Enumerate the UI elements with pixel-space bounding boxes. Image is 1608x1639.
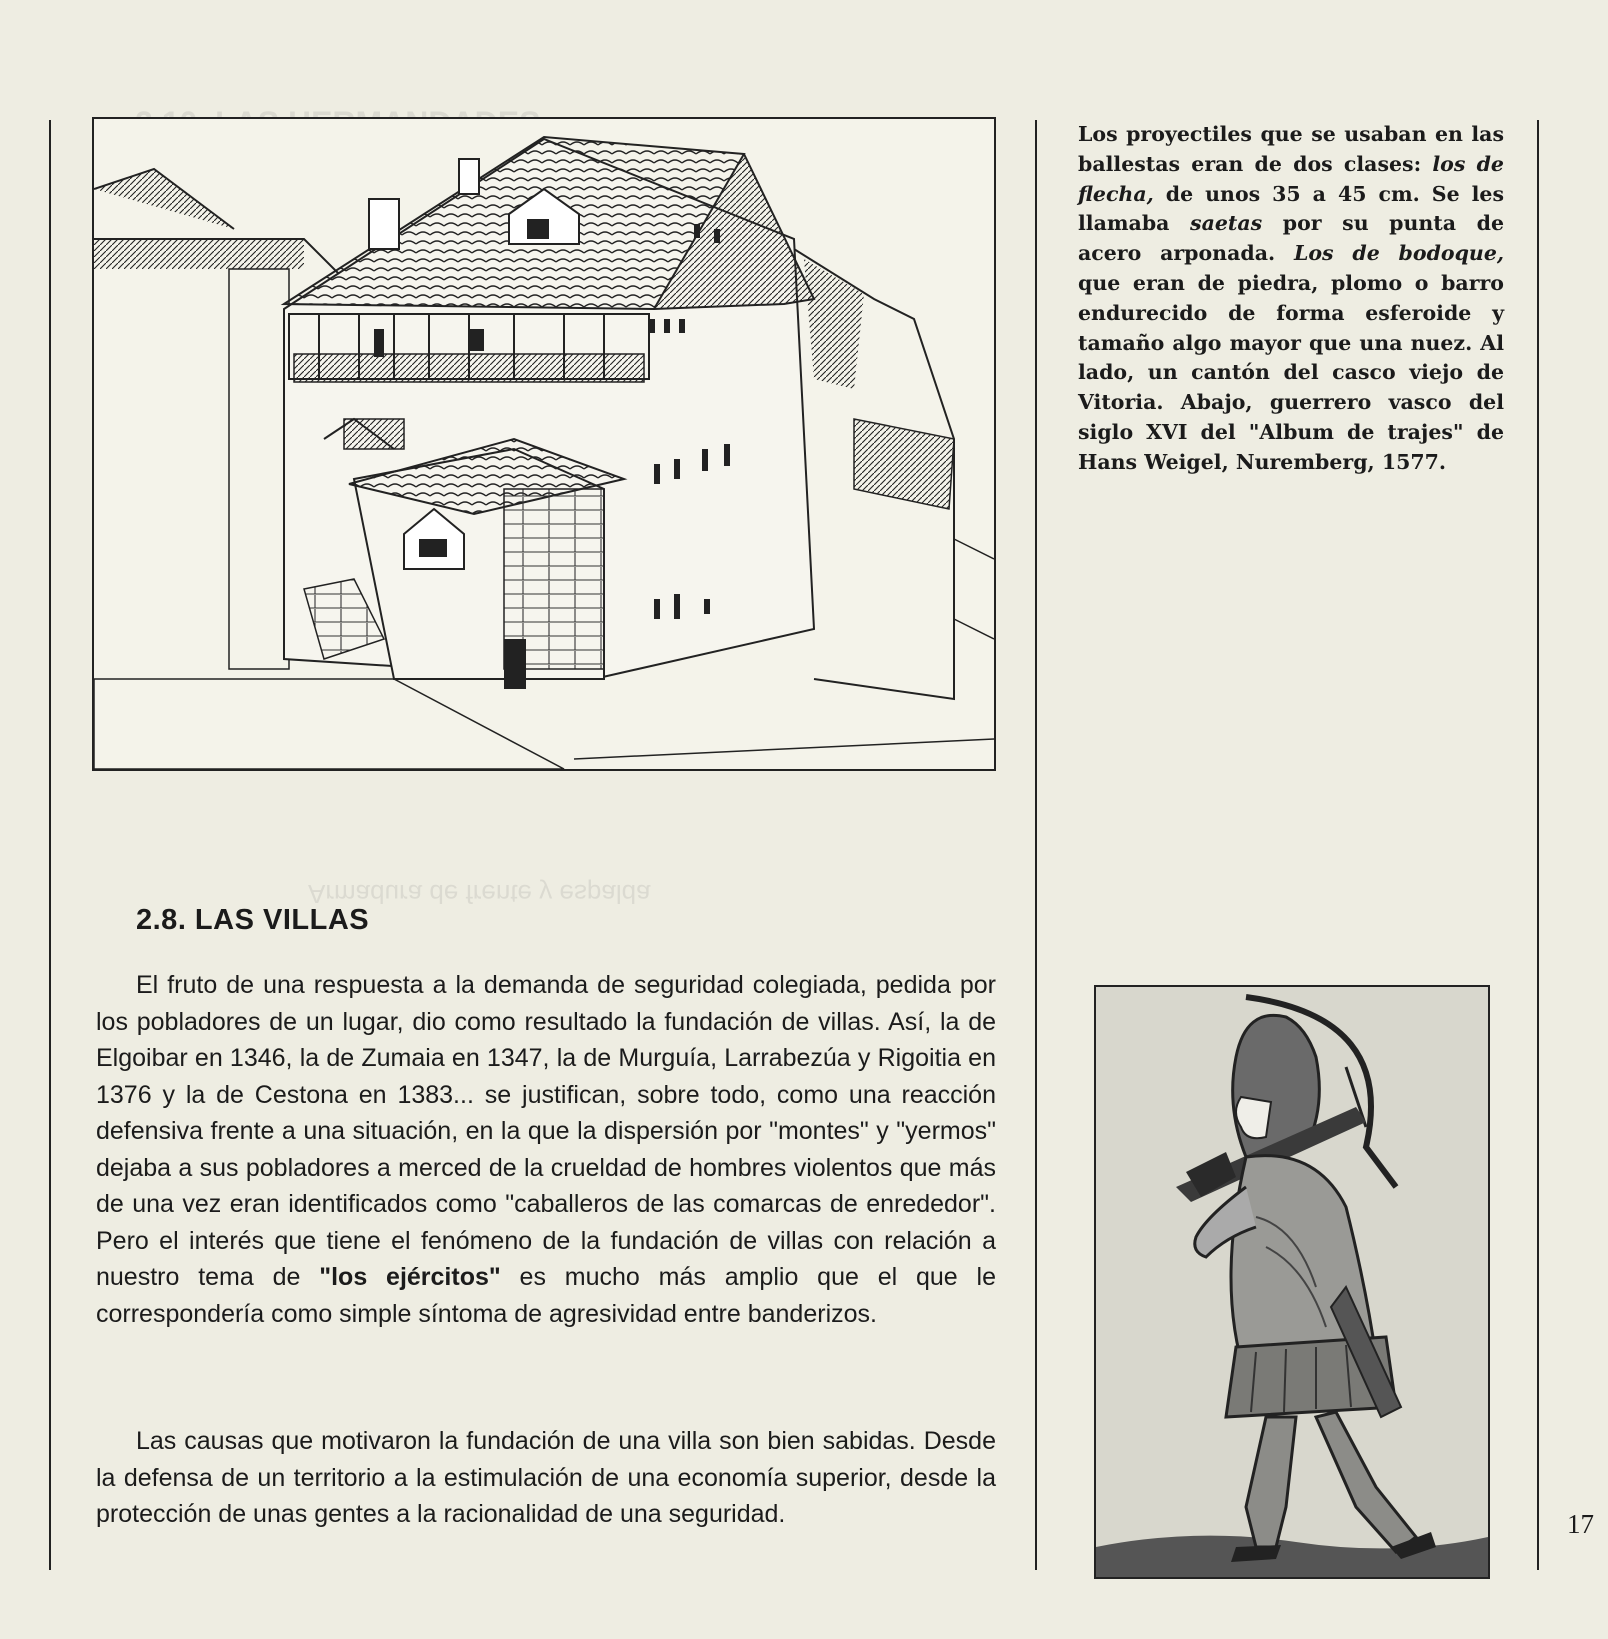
paragraph-1-emphasis: "los ejércitos"	[319, 1263, 501, 1291]
vitoria-street-illustration	[92, 117, 996, 771]
paragraph-1	[96, 967, 996, 1332]
column-divider-rule	[1035, 120, 1037, 1570]
left-margin-rule	[49, 120, 51, 1570]
paragraph-2-text: Las causas que motivaron la fundación de una villa son bien sabidas. Desde la defensa de un territorio a la estimulación de una economía superior, desde la protección de unas gentes a la racionalidad de una seguridad.	[96, 1427, 996, 1528]
paragraph-2	[96, 1423, 996, 1533]
basque-warrior-woodcut	[1094, 985, 1490, 1579]
paragraph-1-text-b: es mucho más amplio que el que le correspondería como simple síntoma de agresividad entre banderizos.	[96, 1263, 996, 1328]
bleed-through-armor-caption: Armadura de frente y espalda	[308, 879, 651, 909]
paragraph-1-text-a: El fruto de una respuesta a la demanda de seguridad colegiada, pedida por los pobladores de un lugar, dio como resultado la fundación de villas. Así, la de Elgoibar en 1346, la de Zumaia en 1347, la de Murguía, Larrabezúa y Rigoitia en 1376 y la de Cestona en 1383... se justifican, sobre todo, como una reacción defensiva frente a una situación, en la que la dispersión por "montes" y "yermos" dejaba a sus pobladores a merced de la crueldad de hombres violentos que más de una vez eran identificados como "caballeros de las comarcas de enrededor". Pero el interés que tiene el fenómeno de la fundación de villas con relación a nuestro tema de	[96, 971, 996, 1291]
image-caption: Los proyectiles que se usaban en las ballestas eran de dos clases: los de flecha, de unos 35 a 45 cm. Se les llamaba saetas por su punta de acero arponada. Los de bodoque, que eran de piedra, plomo o barro endurecido de forma esferoide y tamaño algo mayor que una nuez. Al lado, un cantón del casco viejo de Vitoria. Abajo, guerrero vasco del siglo XVI del "Album de trajes" de Hans Weigel, Nuremberg, 1577.	[1078, 122, 1505, 474]
section-heading: 2.8. LAS VILLAS	[136, 904, 370, 936]
right-margin-rule	[1537, 120, 1539, 1570]
page-number: 17	[1567, 1509, 1594, 1539]
